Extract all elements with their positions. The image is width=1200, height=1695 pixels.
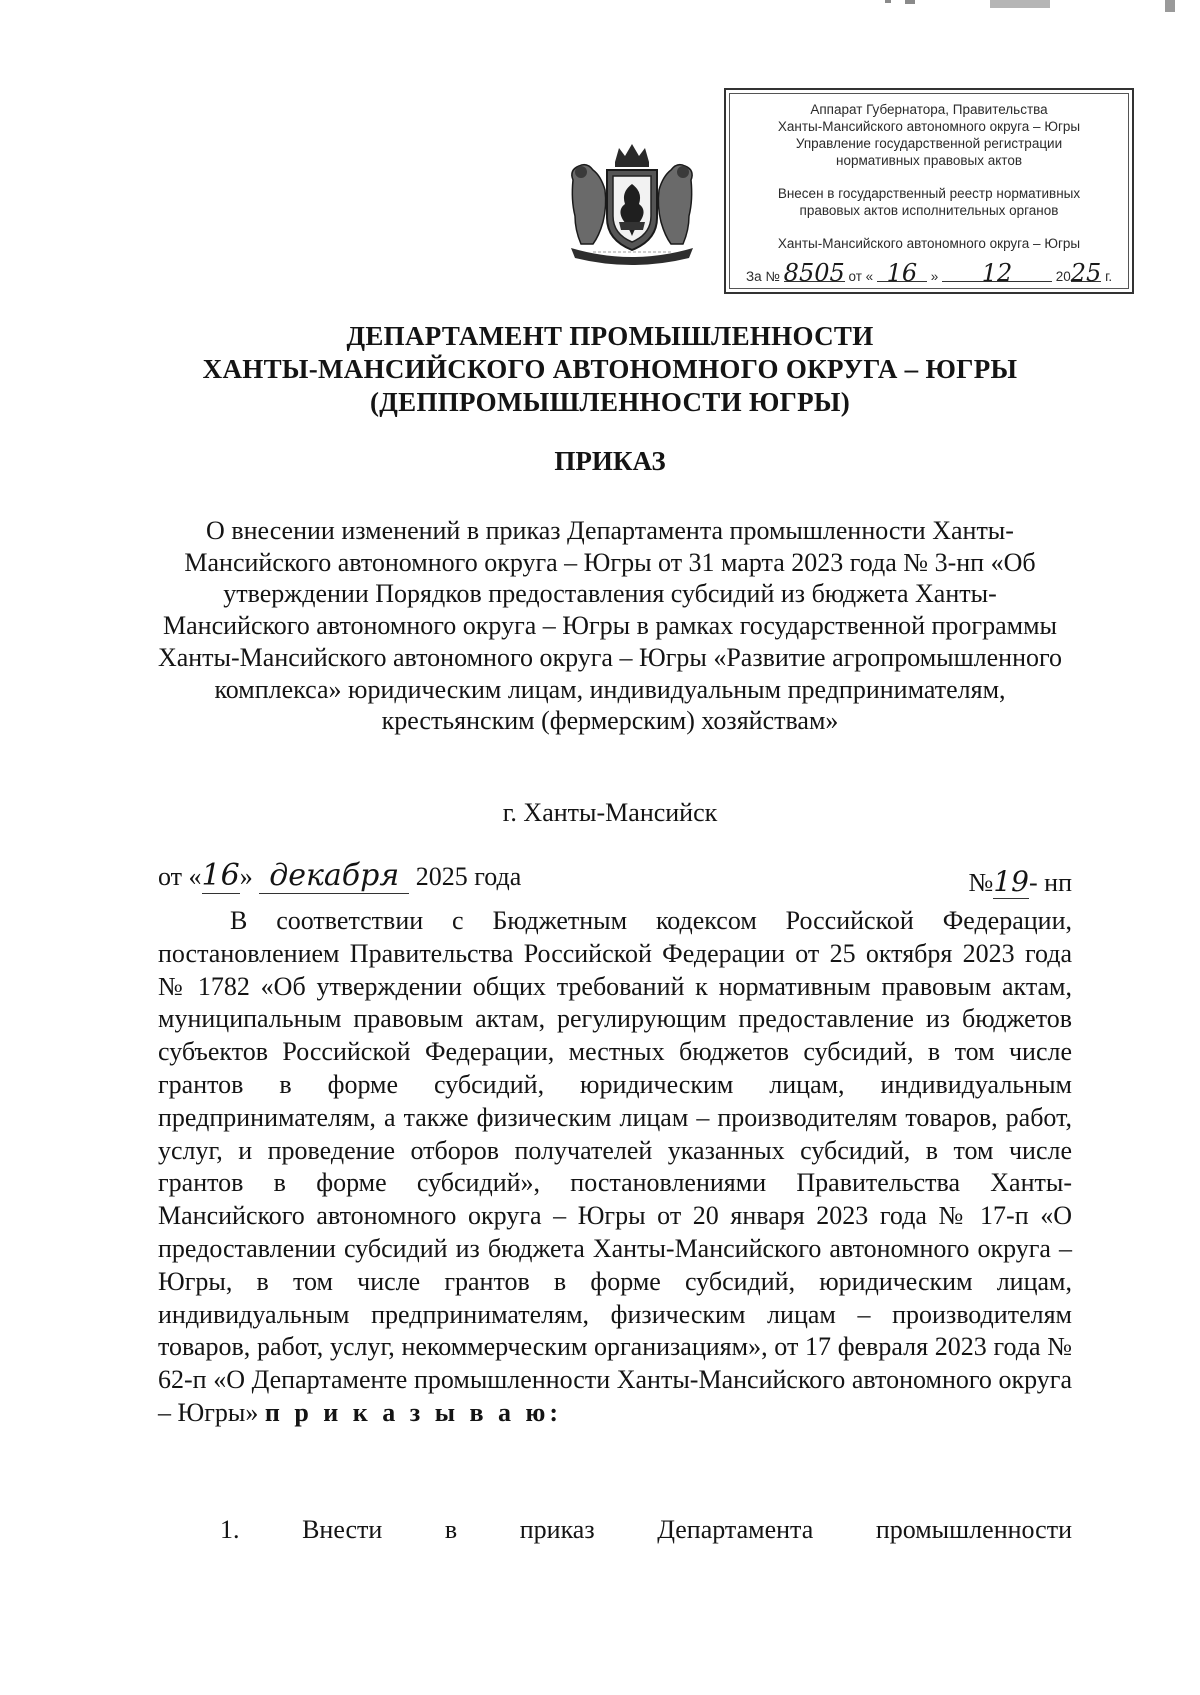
preamble-text: В соответствии с Бюджетным кодексом Российской Федерации, постановлением Правительства Российской Федерации от 25 октября 2023 года № 1782 «Об утверждении общих требований к нормативным правовым актам, муниципальным правовым актам, регулирующим предоставление из бюджетов субъектов Российской Федерации, местных бюджетов субсидий, в том числе грантов в форме субсидий, юридическим лицам, индивидуальным предпринимателям, а также физическим лицам – производителям товаров, работ, услуг, и проведение отборов получателей указанных субсидий, в том числе грантов в форме субсидий», постановлениями Правительства Ханты-Мансийского автономного округа – Югры от 20 января 2023 года № 17-п «О предоставлении субсидий из бюджета Ханты-Мансийского автономного округа – Югры, в том числе грантов в форме субсидий, юридическим лицам, индивидуальным предпринимателям, физическим лицам – производителям товаров, работ, услуг, некоммерческим организациям», от 17 февраля 2023 года № 62-п «О Департаменте промышленности Ханты-Мансийского автономного округа – Югры» xyxy=(158,906,1072,1427)
order-item-1 xyxy=(158,1515,1072,1545)
stamp-registration-line xyxy=(746,259,1122,287)
scan-speck xyxy=(1165,0,1175,12)
scan-speck xyxy=(905,0,915,4)
date-year: 2025 года xyxy=(415,862,522,891)
stamp-reg-year-prefix: 20 xyxy=(1055,269,1071,284)
department-name-line: ДЕПАРТАМЕНТ ПРОМЫШЛЕННОСТИ xyxy=(346,321,874,351)
scan-speck xyxy=(885,0,891,3)
stamp-line: Внесен в государственный реестр нормативных xyxy=(777,186,1081,201)
stamp-line: Ханты-Мансийского автономного округа – Югры xyxy=(777,119,1081,134)
date-prefix: от « xyxy=(158,862,202,891)
item-word: Департамента xyxy=(657,1515,814,1544)
number-prefix: № xyxy=(968,868,994,897)
order-title: ПРИКАЗ xyxy=(554,446,666,476)
order-number xyxy=(969,865,1072,899)
date-mid: » xyxy=(239,862,253,891)
stamp-reg-prefix: За № xyxy=(746,269,780,284)
stamp-line: нормативных правовых актов xyxy=(835,153,1023,168)
preamble-paragraph xyxy=(158,905,1072,1430)
stamp-reg-suffix: г. xyxy=(1105,269,1113,284)
stamp-line: Аппарат Губернатора, Правительства xyxy=(810,102,1048,117)
stamp-line: правовых актов исполнительных органов xyxy=(799,203,1059,218)
stamp-reg-number: 8505 xyxy=(783,259,845,287)
item-number: 1. xyxy=(220,1515,240,1544)
stamp-line: Управление государственной регистрации xyxy=(795,136,1063,151)
coat-of-arms-icon xyxy=(563,140,701,268)
city: г. Ханты-Мансийск xyxy=(502,798,718,827)
order-subject: О внесении изменений в приказ Департамента промышленности Ханты-Мансийского автономного округа – Югры от 31 марта 2023 года № 3-нп «Об утверждении Порядков предоставления субсидий из бюджета Ханты-Мансийского автономного округа – Югры в рамках государственной программы Ханты-Мансийского автономного округа – Югры «Развитие агропромышленного комплекса» юридическим лицам, индивидуальным предпринимателям, крестьянским (фермерским) хозяйствам» xyxy=(157,516,1063,736)
stamp-reg-from: от « xyxy=(848,269,874,284)
department-header xyxy=(150,320,1070,419)
order-word: п р и к а з ы в а ю: xyxy=(264,1397,563,1427)
stamp-reg-month: 12 xyxy=(942,265,1052,282)
department-name-line: (ДЕППРОМЫШЛЕННОСТИ ЮГРЫ) xyxy=(369,387,851,417)
number-suffix: - нп xyxy=(1029,868,1072,897)
stamp-reg-year: 25 xyxy=(1070,259,1102,287)
department-name-line: ХАНТЫ-МАНСИЙСКОГО АВТОНОМНОГО ОКРУГА – ЮГРЫ xyxy=(202,354,1018,384)
registration-stamp xyxy=(724,88,1134,294)
item-word: в xyxy=(444,1515,458,1544)
number-value: 19 xyxy=(993,865,1029,898)
stamp-reg-mid: » xyxy=(930,269,939,284)
date-month: декабря xyxy=(259,858,409,894)
stamp-reg-day: 16 xyxy=(877,265,927,282)
date-day: 16 xyxy=(201,858,240,893)
item-word: Внести xyxy=(302,1515,383,1544)
scan-speck xyxy=(990,0,1050,8)
item-word: приказ xyxy=(519,1515,595,1544)
stamp-line: Ханты-Мансийского автономного округа – Югры xyxy=(777,236,1081,251)
order-date xyxy=(158,858,521,894)
item-word: промышленности xyxy=(875,1515,1072,1544)
